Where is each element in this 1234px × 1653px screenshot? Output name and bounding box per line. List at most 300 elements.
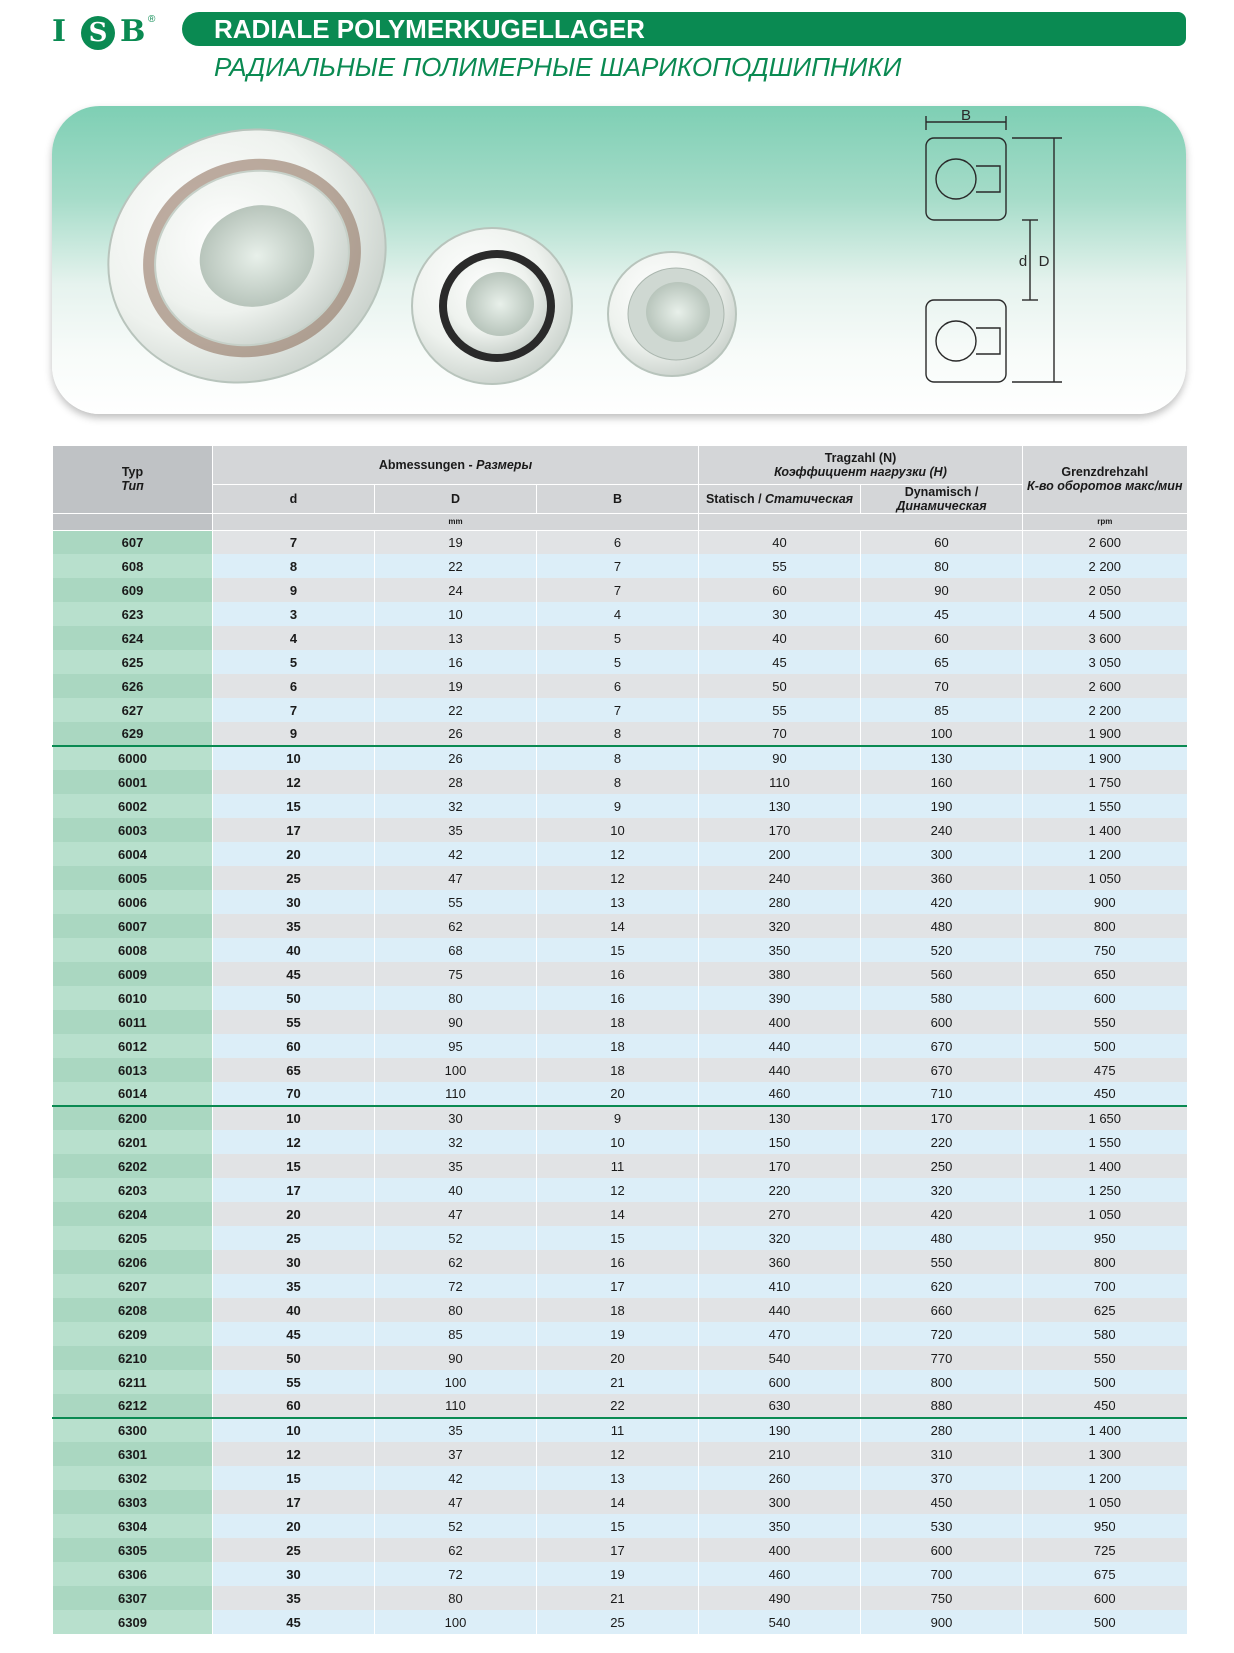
- cell-b: 12: [537, 866, 699, 890]
- cell-outer-d: 42: [375, 1466, 537, 1490]
- cell-outer-d: 62: [375, 1250, 537, 1274]
- cell-type: 6301: [53, 1442, 213, 1466]
- cell-static: 60: [699, 578, 861, 602]
- cell-dynamic: 600: [861, 1538, 1023, 1562]
- page-title: RADIALE POLYMERKUGELLAGER: [214, 14, 645, 44]
- cell-speed: 950: [1023, 1226, 1187, 1250]
- cell-type: 6008: [53, 938, 213, 962]
- cell-speed: 1 750: [1023, 770, 1187, 794]
- cell-dynamic: 600: [861, 1010, 1023, 1034]
- cell-b: 19: [537, 1562, 699, 1586]
- cell-static: 400: [699, 1010, 861, 1034]
- header-col-d: d: [213, 484, 375, 513]
- cell-outer-d: 62: [375, 1538, 537, 1562]
- header-dimensions: [213, 446, 699, 484]
- cell-d: 40: [213, 1298, 375, 1322]
- cell-static: 400: [699, 1538, 861, 1562]
- cell-outer-d: 100: [375, 1058, 537, 1082]
- cell-type: 6006: [53, 890, 213, 914]
- cell-type: 6206: [53, 1250, 213, 1274]
- cell-outer-d: 42: [375, 842, 537, 866]
- cell-d: 25: [213, 1226, 375, 1250]
- cell-d: 45: [213, 962, 375, 986]
- cell-speed: 725: [1023, 1538, 1187, 1562]
- cell-speed: 1 900: [1023, 722, 1187, 746]
- cell-b: 8: [537, 746, 699, 770]
- cell-outer-d: 26: [375, 722, 537, 746]
- cell-d: 55: [213, 1010, 375, 1034]
- cell-speed: 3 600: [1023, 626, 1187, 650]
- cell-dynamic: 750: [861, 1586, 1023, 1610]
- cell-outer-d: 52: [375, 1514, 537, 1538]
- table-row: [53, 1418, 1187, 1442]
- cell-speed: 1 900: [1023, 746, 1187, 770]
- cell-outer-d: 90: [375, 1010, 537, 1034]
- cell-d: 30: [213, 1250, 375, 1274]
- cell-speed: 2 600: [1023, 530, 1187, 554]
- cell-speed: 1 400: [1023, 818, 1187, 842]
- cell-outer-d: 62: [375, 914, 537, 938]
- drawing-label-outer-d: D: [1038, 253, 1050, 270]
- cell-static: 55: [699, 698, 861, 722]
- cell-dynamic: 560: [861, 962, 1023, 986]
- cell-dynamic: 100: [861, 722, 1023, 746]
- cell-static: 410: [699, 1274, 861, 1298]
- table-row: [53, 530, 1187, 554]
- cell-outer-d: 90: [375, 1346, 537, 1370]
- cell-type: 6007: [53, 914, 213, 938]
- cell-static: 150: [699, 1130, 861, 1154]
- table-row: [53, 1514, 1187, 1538]
- cell-b: 21: [537, 1586, 699, 1610]
- cell-dynamic: 420: [861, 890, 1023, 914]
- cell-speed: 900: [1023, 890, 1187, 914]
- cell-b: 12: [537, 1178, 699, 1202]
- cell-b: 5: [537, 650, 699, 674]
- cell-type: 6205: [53, 1226, 213, 1250]
- cell-outer-d: 13: [375, 626, 537, 650]
- cell-speed: 625: [1023, 1298, 1187, 1322]
- cell-dynamic: 370: [861, 1466, 1023, 1490]
- cell-dynamic: 60: [861, 530, 1023, 554]
- table-row: [53, 674, 1187, 698]
- cell-d: 65: [213, 1058, 375, 1082]
- table-row: [53, 1346, 1187, 1370]
- cell-speed: 1 200: [1023, 842, 1187, 866]
- cell-b: 18: [537, 1034, 699, 1058]
- cell-type: 6303: [53, 1490, 213, 1514]
- table-row: [53, 698, 1187, 722]
- cell-type: 623: [53, 602, 213, 626]
- cell-outer-d: 80: [375, 1298, 537, 1322]
- cell-dynamic: 670: [861, 1034, 1023, 1058]
- cell-speed: 1 400: [1023, 1154, 1187, 1178]
- cell-speed: 675: [1023, 1562, 1187, 1586]
- cell-type: 6210: [53, 1346, 213, 1370]
- large-bearing-image: [75, 106, 419, 414]
- table-row: [53, 1178, 1187, 1202]
- cell-d: 5: [213, 650, 375, 674]
- cell-speed: 600: [1023, 986, 1187, 1010]
- cell-outer-d: 37: [375, 1442, 537, 1466]
- drawing-label-d: d: [1018, 253, 1028, 270]
- cell-dynamic: 580: [861, 986, 1023, 1010]
- cell-speed: 1 550: [1023, 1130, 1187, 1154]
- table-row: [53, 1274, 1187, 1298]
- cell-speed: 500: [1023, 1610, 1187, 1634]
- product-banner: [52, 106, 1186, 414]
- cell-dynamic: 85: [861, 698, 1023, 722]
- cell-type: 625: [53, 650, 213, 674]
- cell-dynamic: 800: [861, 1370, 1023, 1394]
- cell-outer-d: 32: [375, 794, 537, 818]
- cell-speed: 1 050: [1023, 1490, 1187, 1514]
- cell-type: 6013: [53, 1058, 213, 1082]
- cell-type: 6014: [53, 1082, 213, 1106]
- cell-b: 4: [537, 602, 699, 626]
- cell-static: 280: [699, 890, 861, 914]
- cell-static: 360: [699, 1250, 861, 1274]
- cell-type: 6202: [53, 1154, 213, 1178]
- cell-outer-d: 68: [375, 938, 537, 962]
- cell-outer-d: 35: [375, 1418, 537, 1442]
- cell-static: 240: [699, 866, 861, 890]
- cell-speed: 500: [1023, 1370, 1187, 1394]
- cell-static: 170: [699, 1154, 861, 1178]
- header-speed-de: Grenzdrehzahl: [1061, 465, 1149, 480]
- cell-d: 9: [213, 722, 375, 746]
- cell-d: 20: [213, 1202, 375, 1226]
- cell-static: 630: [699, 1394, 861, 1418]
- cell-dynamic: 280: [861, 1418, 1023, 1442]
- cell-d: 20: [213, 842, 375, 866]
- cell-d: 12: [213, 770, 375, 794]
- cell-type: 609: [53, 578, 213, 602]
- cell-dynamic: 250: [861, 1154, 1023, 1178]
- cell-static: 170: [699, 818, 861, 842]
- cell-dynamic: 550: [861, 1250, 1023, 1274]
- cell-d: 10: [213, 746, 375, 770]
- cell-b: 10: [537, 818, 699, 842]
- cell-dynamic: 450: [861, 1490, 1023, 1514]
- cell-type: 6204: [53, 1202, 213, 1226]
- cell-d: 12: [213, 1442, 375, 1466]
- cell-d: 60: [213, 1034, 375, 1058]
- cell-dynamic: 520: [861, 938, 1023, 962]
- cell-static: 190: [699, 1418, 861, 1442]
- cell-d: 70: [213, 1082, 375, 1106]
- cell-speed: 800: [1023, 914, 1187, 938]
- logo-letter-i: I: [52, 14, 69, 49]
- cell-b: 6: [537, 674, 699, 698]
- cell-d: 35: [213, 1274, 375, 1298]
- cell-static: 300: [699, 1490, 861, 1514]
- table-row: [53, 722, 1187, 746]
- cell-speed: 2 050: [1023, 578, 1187, 602]
- header-unit-mm: mm: [213, 513, 699, 530]
- cell-speed: 650: [1023, 962, 1187, 986]
- cell-d: 45: [213, 1322, 375, 1346]
- table-row: [53, 1586, 1187, 1610]
- cell-type: 6003: [53, 818, 213, 842]
- cell-type: 6002: [53, 794, 213, 818]
- cell-b: 14: [537, 914, 699, 938]
- cell-static: 130: [699, 1106, 861, 1130]
- table-row: [53, 578, 1187, 602]
- cell-static: 440: [699, 1034, 861, 1058]
- cell-outer-d: 30: [375, 1106, 537, 1130]
- table-row: [53, 626, 1187, 650]
- cell-type: 629: [53, 722, 213, 746]
- cell-static: 440: [699, 1298, 861, 1322]
- page-subtitle: РАДИАЛЬНЫЕ ПОЛИМЕРНЫЕ ШАРИКОПОДШИПНИКИ: [214, 52, 902, 82]
- cell-outer-d: 35: [375, 818, 537, 842]
- table-row: [53, 794, 1187, 818]
- header-dynamic-ru: Динамическая: [896, 498, 987, 513]
- cell-b: 12: [537, 1442, 699, 1466]
- header-typ: [53, 446, 213, 513]
- cell-dynamic: 320: [861, 1178, 1023, 1202]
- cell-type: 6305: [53, 1538, 213, 1562]
- cell-outer-d: 47: [375, 1490, 537, 1514]
- cell-outer-d: 55: [375, 890, 537, 914]
- cell-type: 6208: [53, 1298, 213, 1322]
- isb-logo: [52, 14, 156, 52]
- small-bearing-image: [608, 252, 736, 376]
- cell-type: 6300: [53, 1418, 213, 1442]
- header-dynamic-de: Dynamisch /: [904, 484, 979, 499]
- drawing-label-b: B: [960, 107, 972, 124]
- logo-registered-mark: ®: [148, 14, 156, 25]
- cell-b: 15: [537, 938, 699, 962]
- cell-d: 17: [213, 1178, 375, 1202]
- cell-outer-d: 110: [375, 1394, 537, 1418]
- cell-speed: 1 200: [1023, 1466, 1187, 1490]
- cell-type: 608: [53, 554, 213, 578]
- cell-static: 90: [699, 746, 861, 770]
- table-row: [53, 650, 1187, 674]
- cell-speed: 580: [1023, 1322, 1187, 1346]
- cell-outer-d: 22: [375, 698, 537, 722]
- cell-d: 7: [213, 530, 375, 554]
- cell-outer-d: 80: [375, 1586, 537, 1610]
- cell-outer-d: 72: [375, 1562, 537, 1586]
- cell-speed: 750: [1023, 938, 1187, 962]
- cell-d: 50: [213, 1346, 375, 1370]
- cell-speed: 1 050: [1023, 1202, 1187, 1226]
- cell-b: 20: [537, 1346, 699, 1370]
- cell-type: 6212: [53, 1394, 213, 1418]
- cell-static: 110: [699, 770, 861, 794]
- header-load-rating: [699, 446, 1023, 484]
- table-row: [53, 890, 1187, 914]
- table-row: [53, 554, 1187, 578]
- cell-type: 6010: [53, 986, 213, 1010]
- cell-static: 320: [699, 1226, 861, 1250]
- cell-outer-d: 40: [375, 1178, 537, 1202]
- cell-b: 17: [537, 1274, 699, 1298]
- cell-outer-d: 16: [375, 650, 537, 674]
- cell-speed: 1 300: [1023, 1442, 1187, 1466]
- cell-static: 540: [699, 1346, 861, 1370]
- cell-b: 5: [537, 626, 699, 650]
- medium-bearing-image: [412, 228, 572, 384]
- cell-static: 40: [699, 626, 861, 650]
- cell-speed: 475: [1023, 1058, 1187, 1082]
- cell-static: 540: [699, 1610, 861, 1634]
- table-row: [53, 1202, 1187, 1226]
- cell-dynamic: 90: [861, 578, 1023, 602]
- header-static-de: Statisch /: [705, 491, 766, 506]
- header-static-ru: Статическая: [765, 491, 854, 506]
- logo-letter-s: S: [81, 16, 115, 50]
- cell-speed: 800: [1023, 1250, 1187, 1274]
- header-speed-ru: К-во оборотов макс/мин: [1027, 479, 1183, 494]
- cell-type: 6011: [53, 1010, 213, 1034]
- cell-speed: 2 200: [1023, 554, 1187, 578]
- cell-b: 16: [537, 1250, 699, 1274]
- header-dimensions-ru: Размеры: [476, 457, 533, 472]
- cell-static: 600: [699, 1370, 861, 1394]
- table-row: [53, 1034, 1187, 1058]
- header-units-load: [699, 513, 1023, 530]
- cell-d: 8: [213, 554, 375, 578]
- cell-type: 607: [53, 530, 213, 554]
- cell-b: 7: [537, 698, 699, 722]
- cell-outer-d: 32: [375, 1130, 537, 1154]
- cell-outer-d: 75: [375, 962, 537, 986]
- cell-dynamic: 300: [861, 842, 1023, 866]
- cell-type: 6001: [53, 770, 213, 794]
- cell-type: 6009: [53, 962, 213, 986]
- cell-b: 7: [537, 578, 699, 602]
- cell-b: 8: [537, 770, 699, 794]
- cell-type: 624: [53, 626, 213, 650]
- cell-static: 320: [699, 914, 861, 938]
- header-typ-de: Typ: [121, 465, 144, 480]
- cell-b: 8: [537, 722, 699, 746]
- table-row: [53, 1154, 1187, 1178]
- table-row: [53, 938, 1187, 962]
- cell-dynamic: 880: [861, 1394, 1023, 1418]
- table-row: [53, 818, 1187, 842]
- cell-speed: 450: [1023, 1082, 1187, 1106]
- cell-dynamic: 160: [861, 770, 1023, 794]
- cell-d: 15: [213, 1154, 375, 1178]
- cell-speed: 550: [1023, 1010, 1187, 1034]
- cell-d: 35: [213, 914, 375, 938]
- cell-static: 440: [699, 1058, 861, 1082]
- cell-dynamic: 45: [861, 602, 1023, 626]
- cell-b: 16: [537, 986, 699, 1010]
- header-dimensions-de: Abmessungen -: [378, 457, 477, 472]
- cell-b: 19: [537, 1322, 699, 1346]
- cell-outer-d: 95: [375, 1034, 537, 1058]
- cell-d: 10: [213, 1418, 375, 1442]
- cell-type: 6306: [53, 1562, 213, 1586]
- table-row: [53, 1130, 1187, 1154]
- cell-speed: 450: [1023, 1394, 1187, 1418]
- cell-dynamic: 65: [861, 650, 1023, 674]
- table-row: [53, 1106, 1187, 1130]
- cell-dynamic: 620: [861, 1274, 1023, 1298]
- cell-dynamic: 660: [861, 1298, 1023, 1322]
- cell-static: 210: [699, 1442, 861, 1466]
- cell-d: 25: [213, 866, 375, 890]
- cell-dynamic: 360: [861, 866, 1023, 890]
- cell-b: 15: [537, 1226, 699, 1250]
- cell-type: 6012: [53, 1034, 213, 1058]
- cell-outer-d: 100: [375, 1610, 537, 1634]
- header-col-dynamic: [861, 484, 1023, 513]
- cell-dynamic: 480: [861, 1226, 1023, 1250]
- cell-speed: 2 600: [1023, 674, 1187, 698]
- cell-static: 490: [699, 1586, 861, 1610]
- cell-static: 50: [699, 674, 861, 698]
- cell-outer-d: 28: [375, 770, 537, 794]
- cell-d: 10: [213, 1106, 375, 1130]
- cell-b: 20: [537, 1082, 699, 1106]
- cell-speed: 1 550: [1023, 794, 1187, 818]
- table-row: [53, 1250, 1187, 1274]
- cell-d: 25: [213, 1538, 375, 1562]
- table-row: [53, 1466, 1187, 1490]
- cell-b: 18: [537, 1058, 699, 1082]
- cell-speed: 950: [1023, 1514, 1187, 1538]
- cell-d: 40: [213, 938, 375, 962]
- table-row: [53, 986, 1187, 1010]
- cell-outer-d: 47: [375, 866, 537, 890]
- cell-d: 45: [213, 1610, 375, 1634]
- cell-d: 35: [213, 1586, 375, 1610]
- cell-dynamic: 530: [861, 1514, 1023, 1538]
- cell-type: 6005: [53, 866, 213, 890]
- cell-static: 350: [699, 938, 861, 962]
- cell-b: 13: [537, 1466, 699, 1490]
- cell-type: 6307: [53, 1586, 213, 1610]
- cell-static: 270: [699, 1202, 861, 1226]
- cell-d: 50: [213, 986, 375, 1010]
- cell-d: 30: [213, 1562, 375, 1586]
- cell-b: 11: [537, 1154, 699, 1178]
- cell-type: 6201: [53, 1130, 213, 1154]
- cell-b: 13: [537, 890, 699, 914]
- header-col-static: [699, 484, 861, 513]
- cell-d: 15: [213, 794, 375, 818]
- table-row: [53, 746, 1187, 770]
- cell-d: 17: [213, 818, 375, 842]
- cell-dynamic: 710: [861, 1082, 1023, 1106]
- cell-b: 18: [537, 1298, 699, 1322]
- logo-letter-b: B: [120, 14, 148, 49]
- cell-dynamic: 480: [861, 914, 1023, 938]
- cell-speed: 1 250: [1023, 1178, 1187, 1202]
- cell-type: 6203: [53, 1178, 213, 1202]
- cell-speed: 2 200: [1023, 698, 1187, 722]
- table-row: [53, 1370, 1187, 1394]
- cell-d: 9: [213, 578, 375, 602]
- cell-b: 7: [537, 554, 699, 578]
- cell-b: 10: [537, 1130, 699, 1154]
- cell-d: 4: [213, 626, 375, 650]
- cell-type: 6004: [53, 842, 213, 866]
- cell-dynamic: 130: [861, 746, 1023, 770]
- cell-dynamic: 310: [861, 1442, 1023, 1466]
- cell-d: 30: [213, 890, 375, 914]
- table-row: [53, 770, 1187, 794]
- table-row: [53, 1490, 1187, 1514]
- cell-dynamic: 770: [861, 1346, 1023, 1370]
